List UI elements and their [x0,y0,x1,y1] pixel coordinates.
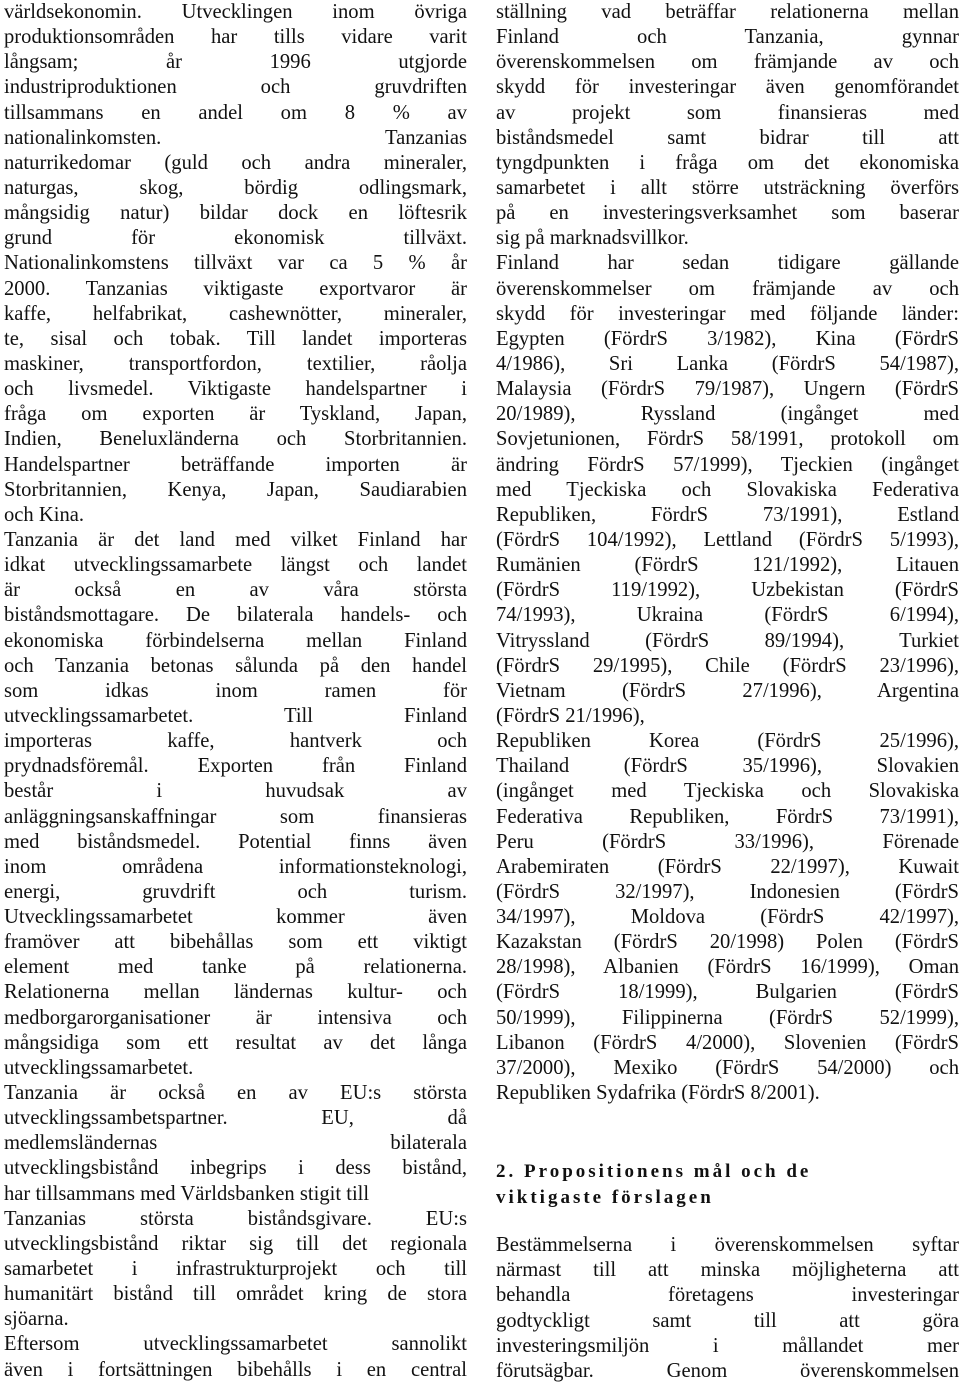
left-column [4,0,467,1383]
right-column-top-text [496,0,959,1106]
right-column-line: Rumänien (FördrS 121/1992), Litauen [496,554,959,577]
left-column-line: Tanzania är det land med vilket Finland har [4,528,467,551]
left-column-line: Tanzania är också en av EU:s största [4,1082,467,1105]
left-column-line: och livsmedel. Viktigaste handelspartner i [4,378,467,401]
left-column-line: utvecklingssambetspartner. EU, då [4,1107,467,1130]
left-column-line: utvecklingssamarbetet. [4,1056,194,1079]
left-column-line: har tillsammans med Världsbanken stigit till [4,1182,370,1205]
left-column-line: inom områdena informationsteknologi, [4,855,467,878]
right-column-line: överenskommelsen om främjande av och [496,51,959,74]
left-column-line: grund för ekonomisk tillväxt. [4,227,467,250]
section-heading-line-2: viktigaste förslagen [496,1187,714,1209]
left-column-line: nationalinkomsten. Tanzanias [4,126,467,149]
right-column-line: (FördrS 18/1999), Bulgarien (FördrS [496,981,959,1004]
right-column-line: ställning vad beträffar relationerna mellan [496,1,959,23]
section-gap [496,1106,959,1159]
left-column-line: mångsidig natur) bildar dock en löftesrik [4,202,467,225]
left-column-line: även i fortsättningen bibehålls i en central [4,1358,467,1381]
right-column-line: 50/1999), Filippinerna (FördrS 52/1999), [496,1006,959,1029]
right-column-line: på en investeringsverksamhet som baserar [496,202,959,225]
right-column-bottom-line: Bestämmelserna i överenskommelsen syftar [496,1234,959,1257]
right-column-line: med Tjeckiska och Slovakiska Federativa [496,478,959,501]
left-column-line: Utvecklingssamarbetet kommer även [4,906,467,929]
right-column-line: 34/1997), Moldova (FördrS 42/1997), [496,906,959,929]
left-column-line: Storbritannien, Kenya, Japan, Saudiarabien [4,478,467,501]
right-column-line: Libanon (FördrS 4/2000), Slovenien (FördrS [496,1031,959,1054]
right-column-bottom-line: behandla företagens investeringar [496,1284,959,1307]
right-column-line: 20/1989), Ryssland (ingånget med [496,403,959,426]
left-column-line: humanitärt bistånd till området kring de stora [4,1283,467,1306]
left-column-line: långsam; år 1996 utgjorde [4,51,467,74]
right-column-line: Kazakstan (FördrS 20/1998) Polen (FördrS [496,931,959,954]
right-column-line: skydd för investeringar med följande länder: [496,302,959,325]
right-column-line: Thailand (FördrS 35/1996), Slovakien [496,755,959,778]
left-column-line: världsekonomin. Utvecklingen inom övriga [4,1,467,23]
left-column-line: som idkas inom ramen för [4,679,467,702]
left-column-line: ekonomiska förbindelserna mellan Finland [4,629,467,652]
left-column-line: medlemsländernas bilaterala [4,1132,467,1155]
left-column-line: energi, gruvdrift och turism. [4,880,467,903]
right-column-line: Finland och Tanzania, gynnar [496,26,959,49]
right-column-line: ändring FördrS 57/1999), Tjeckien (ingånget [496,453,959,476]
left-column-line: maskiner, transportfordon, textilier, råolja [4,352,467,375]
right-column-line: överenskommelser om främjande av och [496,277,959,300]
right-column-line: Peru (FördrS 33/1996), Förenade [496,830,959,853]
left-column-line: anläggningsanskaffningar som finansieras [4,805,467,828]
right-column-line: av projekt som finansieras med [496,101,959,124]
right-column-line: (FördrS 104/1992), Lettland (FördrS 5/1993), [496,528,959,551]
left-column-line: Indien, Beneluxländerna och Storbritannien. [4,428,467,451]
left-column-line: idkat utvecklingssamarbete längst och landet [4,554,467,577]
right-column-line: (FördrS 29/1995), Chile (FördrS 23/1996), [496,654,959,677]
right-column-line: Sovjetunionen, FördrS 58/1991, protokoll om [496,428,959,451]
right-column-bottom-text [496,1233,959,1384]
right-column-line: sig på marknadsvillkor. [496,227,689,250]
right-column-line: Federativa Republiken, FördrS 73/1991), [496,805,959,828]
left-column-line: prydnadsföremål. Exporten från Finland [4,755,467,778]
left-column-line: framöver att bibehållas som ett viktigt [4,931,467,954]
left-column-line: kaffe, helfabrikat, cashewnötter, mineraler, [4,302,467,325]
right-column-bottom-line: godtyckligt samt till att göra [496,1309,959,1332]
right-column-line: tyngdpunkten i fråga om det ekonomiska [496,151,959,174]
right-column-line: (ingånget med Tjeckiska och Slovakiska [496,780,959,803]
left-column-line: produktionsområden har tills vidare varit [4,26,467,49]
left-column-line: utvecklingsbistånd riktar sig till det regionala [4,1232,467,1255]
left-column-line: 2000. Tanzanias viktigaste exportvaror är [4,277,467,300]
left-column-line: sjöarna. [4,1308,69,1331]
left-column-line: tillsammans en andel om 8 % av [4,101,467,124]
right-column-line: Vitryssland (FördrS 89/1994), Turkiet [496,629,959,652]
right-column-line: Arabemiraten (FördrS 22/1997), Kuwait [496,855,959,878]
right-column-line: 74/1993), Ukraina (FördrS 6/1994), [496,604,959,627]
left-column-line: element med tanke på relationerna. [4,956,467,979]
left-column-line: med biståndsmedel. Potential finns även [4,830,467,853]
right-column-line: samarbetet i allt större utsträckning överförs [496,176,959,199]
left-column-line: importeras kaffe, hantverk och [4,730,467,753]
left-column-line: består i huvudsak av [4,780,467,803]
left-column-line: biståndsmottagare. De bilaterala handels- och [4,604,467,627]
section-heading [496,1159,959,1211]
right-column-line: Finland har sedan tidigare gällande [496,252,959,275]
left-column-line: är också en av våra största [4,579,467,602]
left-column-line: industriproduktionen och gruvdriften [4,76,467,99]
right-column [496,0,959,1384]
left-column-line: Nationalinkomstens tillväxt var ca 5 % år [4,252,467,275]
left-column-line: naturgas, skog, bördig odlingsmark, [4,176,467,199]
left-column-line: Relationerna mellan ländernas kultur- och [4,981,467,1004]
left-column-line: naturrikedomar (guld och andra mineraler, [4,151,467,174]
right-column-line: Malaysia (FördrS 79/1987), Ungern (FördrS [496,378,959,401]
right-column-bottom-line: investeringsmiljön i mållandet mer [496,1334,959,1357]
left-column-line: mångsidiga som ett resultat av det långa [4,1031,467,1054]
right-column-line: 37/2000), Mexiko (FördrS 54/2000) och [496,1056,959,1079]
right-column-line: skydd för investeringar även genomförandet [496,76,959,99]
left-column-line: fråga om exporten är Tyskland, Japan, [4,403,467,426]
left-column-line: utvecklingssamarbetet. Till Finland [4,704,467,727]
right-column-line: Republiken Sydafrika (FördrS 8/2001). [496,1082,820,1105]
right-column-bottom-line: närmast till att minska möjligheterna att [496,1259,959,1282]
left-column-line: Handelspartner beträffande importen är [4,453,467,476]
right-column-line: Republiken, FördrS 73/1991), Estland [496,503,959,526]
left-column-line: och Tanzania betonas sålunda på den handel [4,654,467,677]
right-column-line: (FördrS 119/1992), Uzbekistan (FördrS [496,579,959,602]
left-column-line: Tanzanias största biståndsgivare. EU:s [4,1207,467,1230]
right-column-line: Vietnam (FördrS 27/1996), Argentina [496,679,959,702]
left-column-line: utvecklingsbistånd inbegrips i dess bistånd, [4,1157,467,1180]
heading-gap [496,1211,959,1233]
right-column-line: Egypten (FördrS 3/1982), Kina (FördrS [496,327,959,350]
right-column-line: 28/1998), Albanien (FördrS 16/1999), Oman [496,956,959,979]
right-column-line: (FördrS 32/1997), Indonesien (FördrS [496,880,959,903]
left-column-line: och Kina. [4,503,85,526]
right-column-line: biståndsmedel samt bidrar till att [496,126,959,149]
right-column-line: Republiken Korea (FördrS 25/1996), [496,730,959,753]
left-column-line: te, sisal och tobak. Till landet importeras [4,327,467,350]
left-column-line: medborgarorganisationer är intensiva och [4,1006,467,1029]
right-column-line: (FördrS 21/1996), [496,704,645,727]
right-column-bottom-line: förutsägbar. Genom överenskommelsen [496,1359,959,1382]
section-heading-line-1: 2. Propositionens mål och de [496,1161,812,1183]
left-column-line: Eftersom utvecklingssamarbetet sannolikt [4,1333,467,1356]
left-column-line: samarbetet i infrastrukturprojekt och till [4,1258,467,1281]
right-column-line: 4/1986), Sri Lanka (FördrS 54/1987), [496,352,959,375]
